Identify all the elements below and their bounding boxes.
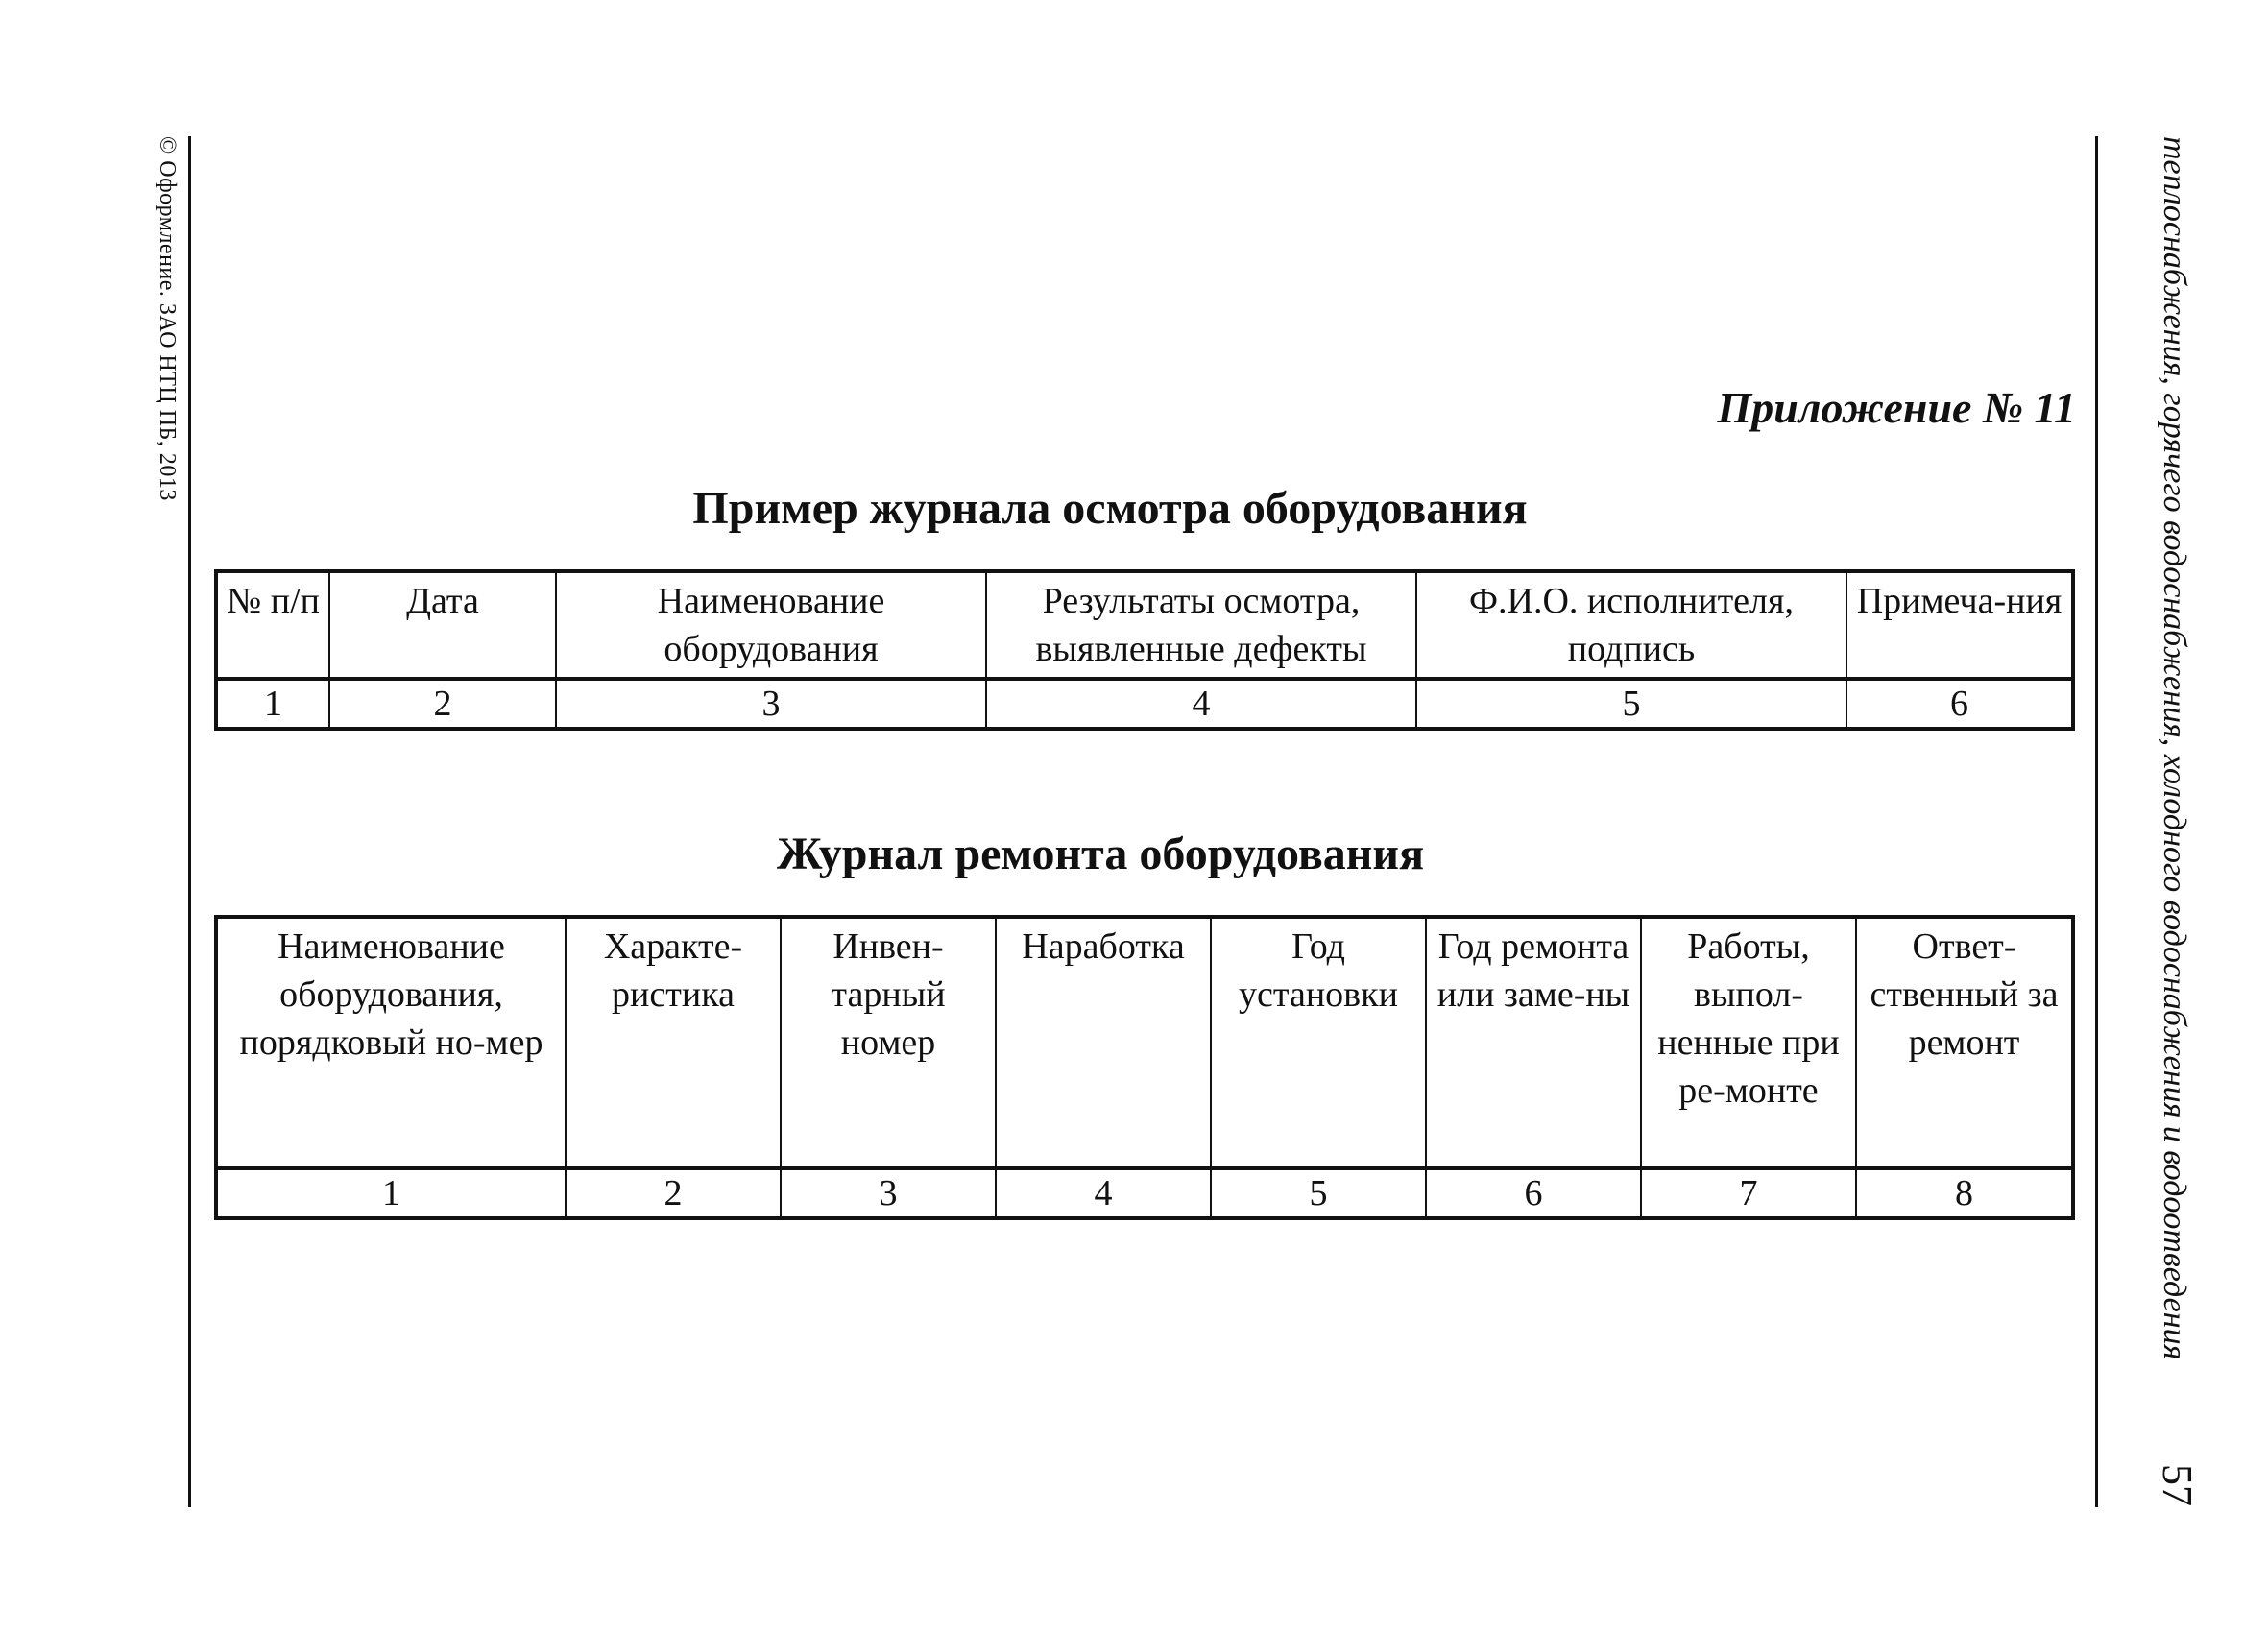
column-number-cell: 6: [1426, 1168, 1641, 1218]
header-cell: Работы, выпол-ненные при ре-монте: [1641, 917, 1856, 1168]
header-cell: Инвен-тарный номер: [781, 917, 996, 1168]
column-number-cell: 4: [996, 1168, 1211, 1218]
inspection-log-table: [214, 569, 2075, 731]
repair-log-table: [214, 915, 2075, 1220]
header-cell: Примеча-ния: [1846, 571, 2073, 679]
column-number-cell: 1: [216, 679, 329, 729]
column-number-cell: 6: [1846, 679, 2073, 729]
header-cell: Ответ-ственный за ремонт: [1856, 917, 2073, 1168]
column-number-cell: 1: [216, 1168, 566, 1218]
left-margin-rule: [188, 136, 191, 1507]
column-number-row: [216, 679, 2073, 729]
header-cell: Год установки: [1211, 917, 1426, 1168]
table-header-row: [216, 917, 2073, 1168]
column-number-cell: 3: [556, 679, 986, 729]
header-cell: Результаты осмотра, выявленные дефекты: [986, 571, 1416, 679]
column-number-row: [216, 1168, 2073, 1218]
appendix-label: Приложение № 11: [1717, 383, 2076, 432]
column-number-cell: 8: [1856, 1168, 2073, 1218]
column-number-cell: 3: [781, 1168, 996, 1218]
table-header-row: [216, 571, 2073, 679]
header-cell: Ф.И.О. исполнителя, подпись: [1416, 571, 1846, 679]
inspection-log-title: Пример журнала осмотра оборудования: [692, 483, 1528, 534]
column-number-cell: 5: [1416, 679, 1846, 729]
header-cell: Наименование оборудования, порядковый но-мер: [216, 917, 566, 1168]
header-cell: Год ремонта или заме-ны: [1426, 917, 1641, 1168]
page-number: 57: [2154, 1464, 2201, 1506]
column-number-cell: 2: [329, 679, 556, 729]
right-margin-rule: [2095, 136, 2098, 1507]
header-cell: Наименование оборудования: [556, 571, 986, 679]
copyright-note: © Оформление. ЗАО НТЦ ПБ, 2013: [155, 136, 180, 501]
header-cell: № п/п: [216, 571, 329, 679]
header-cell: Характе-ристика: [566, 917, 781, 1168]
column-number-cell: 7: [1641, 1168, 1856, 1218]
running-header: теплоснабжения, горячего водоснабжения, холодного водоснабжения и водоотведения: [2157, 136, 2192, 1360]
header-cell: Дата: [329, 571, 556, 679]
column-number-cell: 2: [566, 1168, 781, 1218]
column-number-cell: 5: [1211, 1168, 1426, 1218]
column-number-cell: 4: [986, 679, 1416, 729]
header-cell: Наработка: [996, 917, 1211, 1168]
repair-log-title: Журнал ремонта оборудования: [776, 829, 1425, 879]
